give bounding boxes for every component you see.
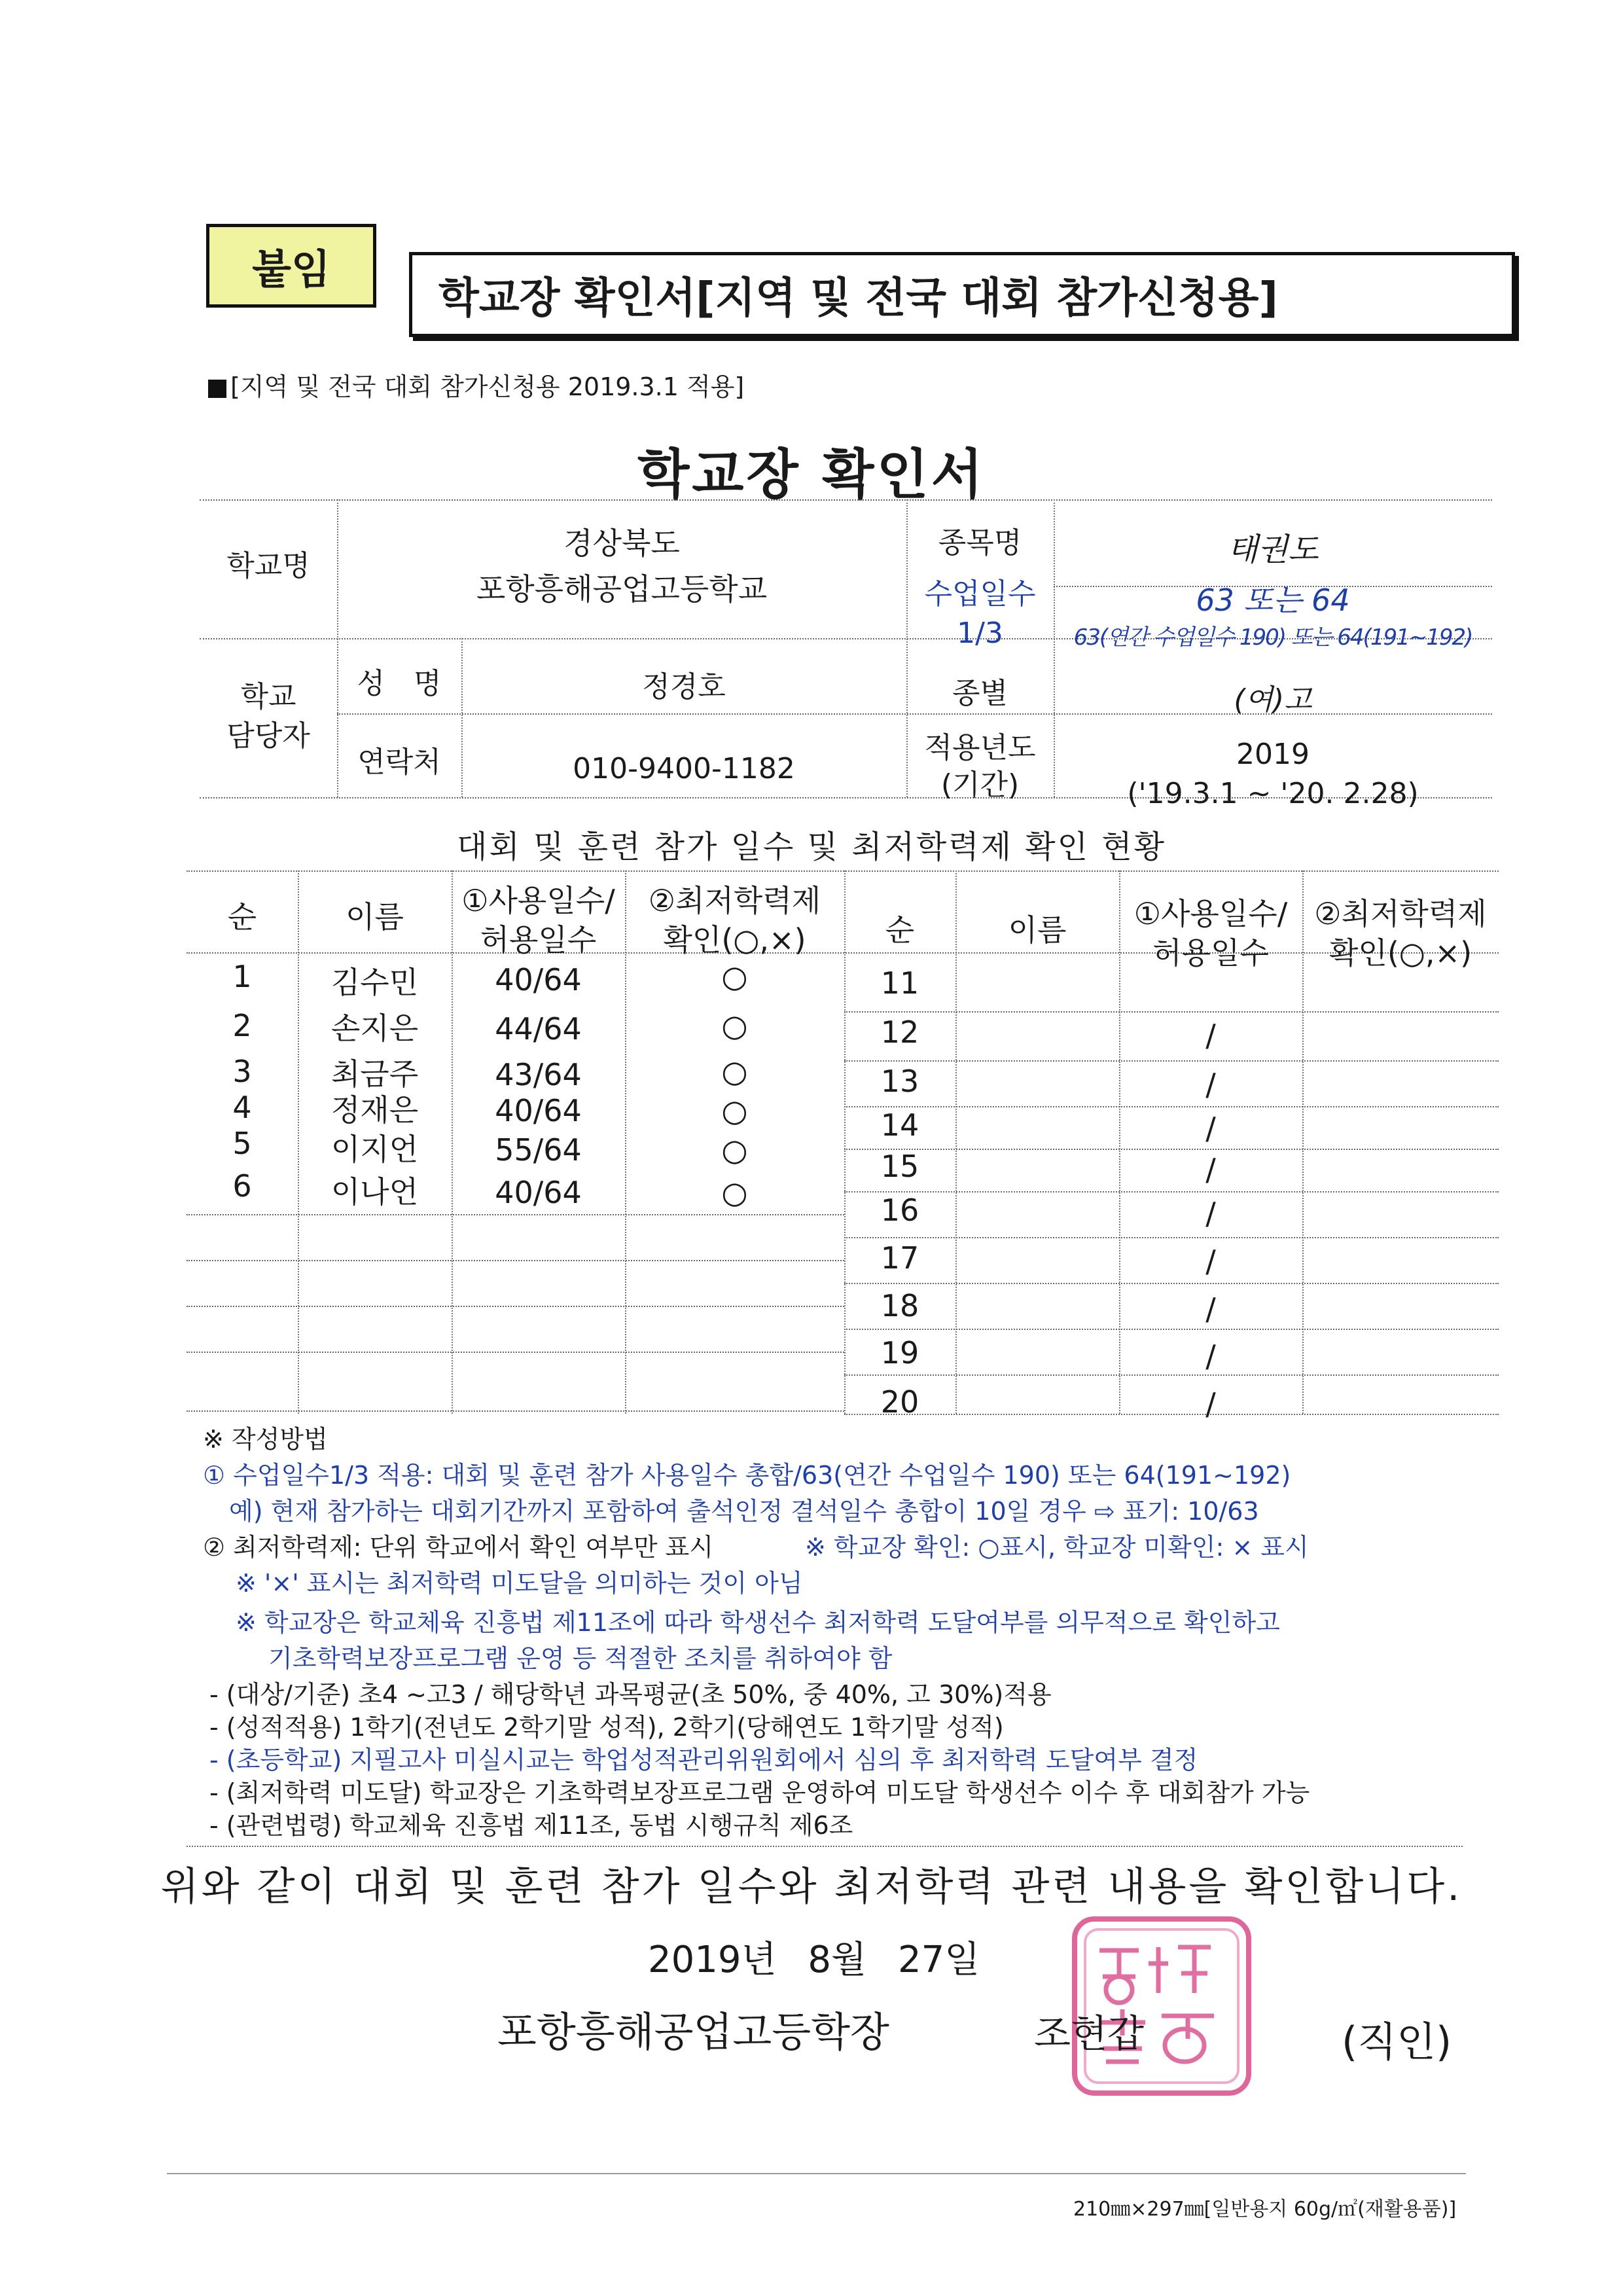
row-no: 16 bbox=[880, 1193, 919, 1228]
note-1b: 예) 현재 참가하는 대회기간까지 포함하여 출석인정 결석일수 총합이 10일 경우 ⇨ 표기: 10/63 bbox=[229, 1497, 1259, 1526]
name-label: 성 명 bbox=[357, 667, 442, 701]
contact-label-1: 학교 bbox=[240, 680, 296, 714]
row-name: 손지은 bbox=[330, 1011, 419, 1046]
class-days-label-2: 1/3 bbox=[957, 616, 1003, 650]
row-days: / bbox=[1205, 1111, 1216, 1146]
note-2b: ※ 학교장 확인: ○표시, 학교장 미확인: × 표시 bbox=[805, 1533, 1309, 1562]
row-days: / bbox=[1205, 1018, 1216, 1053]
row-days: / bbox=[1205, 1067, 1216, 1102]
contact-label-2: 담당자 bbox=[226, 719, 310, 753]
row-check: ○ bbox=[721, 1132, 748, 1168]
row-no: 17 bbox=[880, 1240, 919, 1276]
row-days: / bbox=[1205, 1338, 1216, 1374]
header-days-right-2: 허용일수 bbox=[1152, 935, 1269, 971]
row-days: 44/64 bbox=[495, 1011, 582, 1047]
attachment-label: 붙임 bbox=[206, 224, 376, 308]
row-no: 13 bbox=[880, 1064, 919, 1099]
year-label-2: (기간) bbox=[940, 768, 1020, 802]
year-value-1: 2019 bbox=[1236, 737, 1310, 771]
detail-2: - (성적적용) 1학기(전년도 2학기말 성적), 2학기(당해연도 1학기말 성적) bbox=[209, 1713, 1004, 1742]
header-check-left-1: ②최저학력제 bbox=[648, 883, 821, 918]
row-no: 19 bbox=[880, 1335, 919, 1371]
event-label: 종목명 bbox=[938, 526, 1022, 560]
row-check: ○ bbox=[721, 1008, 748, 1043]
detail-3: - (초등학교) 지필고사 미실시교는 학업성적관리위원회에서 심의 후 최저학력 도달여부 결정 bbox=[209, 1746, 1198, 1774]
header-no-right: 순 bbox=[885, 912, 915, 948]
row-no: 14 bbox=[880, 1107, 919, 1143]
main-title: 학교장 확인서 bbox=[637, 444, 986, 506]
note-4a: ※ 학교장은 학교체육 진흥법 제11조에 따라 학생선수 최저학력 도달여부를 의무적으로 확인하고 bbox=[236, 1608, 1280, 1637]
row-days: / bbox=[1205, 1291, 1216, 1327]
row-no: 3 bbox=[232, 1054, 252, 1089]
header-days-left-2: 허용일수 bbox=[480, 922, 597, 958]
class-days-value-1: 63 또는 64 bbox=[1196, 583, 1350, 619]
form-subtitle: [지역 및 전국 대회 참가신청용 2019.3.1 적용] bbox=[208, 367, 744, 403]
notes-heading: ※ 작성방법 bbox=[203, 1425, 328, 1454]
row-days: / bbox=[1205, 1244, 1216, 1279]
row-name: 이나언 bbox=[330, 1174, 419, 1210]
detail-1: - (대상/기준) 초4 ~고3 / 해당학년 과목평균(초 50%, 중 40%, 고 30%)적용 bbox=[209, 1680, 1052, 1709]
category-label: 종별 bbox=[952, 677, 1008, 711]
note-2a: ② 최저학력제: 단위 학교에서 확인 여부만 표시 bbox=[203, 1533, 714, 1562]
event-value: 태권도 bbox=[1227, 531, 1319, 568]
header-check-right-1: ②최저학력제 bbox=[1314, 896, 1487, 931]
row-no: 20 bbox=[880, 1384, 919, 1420]
row-no: 2 bbox=[232, 1008, 252, 1043]
phone-label: 연락처 bbox=[357, 745, 441, 780]
row-no: 11 bbox=[880, 965, 919, 1001]
row-days: 55/64 bbox=[495, 1132, 582, 1168]
header-check-left-2: 확인(○,×) bbox=[663, 922, 806, 958]
row-days: 43/64 bbox=[495, 1057, 582, 1092]
header-no-left: 순 bbox=[227, 899, 257, 935]
row-no: 6 bbox=[232, 1168, 252, 1204]
issue-date: 2019년 8월 27일 bbox=[648, 1939, 980, 1981]
row-no: 15 bbox=[880, 1149, 919, 1184]
row-check: ○ bbox=[721, 1175, 748, 1210]
row-no: 1 bbox=[232, 959, 252, 994]
header-check-right-2: 확인(○,×) bbox=[1329, 935, 1472, 971]
paper-spec: 210㎜×297㎜[일반용지 60g/㎡(재활용품)] bbox=[1073, 2198, 1457, 2221]
header-days-left-1: ①사용일수/ bbox=[461, 883, 615, 918]
row-check: ○ bbox=[721, 1054, 748, 1089]
header-name-right: 이름 bbox=[1008, 912, 1067, 948]
principal-name: 조현갑 bbox=[1034, 2011, 1145, 2056]
row-days: 40/64 bbox=[495, 1175, 582, 1210]
header-days-right-1: ①사용일수/ bbox=[1133, 896, 1288, 931]
row-days: 40/64 bbox=[495, 962, 582, 997]
row-days: / bbox=[1205, 1152, 1216, 1187]
row-name: 김수민 bbox=[330, 965, 419, 1000]
row-check: ○ bbox=[721, 1093, 748, 1128]
status-section-title: 대회 및 훈련 참가 일수 및 최저학력제 확인 현황 bbox=[456, 829, 1167, 865]
row-name: 정재은 bbox=[330, 1092, 419, 1128]
detail-5: - (관련법령) 학교체육 진흥법 제11조, 동법 시행규칙 제6조 bbox=[209, 1811, 853, 1840]
signer-title: 포항흥해공업고등학장 bbox=[497, 2008, 889, 2056]
detail-4: - (최저학력 미도달) 학교장은 기초학력보장프로그램 운영하여 미도달 학생선수 이수 후 대회참가 가능 bbox=[209, 1778, 1310, 1807]
school-region: 경상북도 bbox=[563, 525, 680, 561]
row-name: 이지언 bbox=[330, 1132, 419, 1167]
row-check: ○ bbox=[721, 959, 748, 994]
phone-value: 010-9400-1182 bbox=[573, 752, 795, 786]
note-1a: ① 수업일수1/3 적용: 대회 및 훈련 참가 사용일수 총합/63(연간 수업일수 190) 또는 64(191~192) bbox=[203, 1461, 1291, 1490]
note-3: ※ '×' 표시는 최저학력 미도달을 의미하는 것이 아님 bbox=[236, 1569, 803, 1598]
row-days: / bbox=[1205, 1196, 1216, 1231]
row-name: 최금주 bbox=[330, 1056, 419, 1092]
class-days-value-2: 63(연간 수업일수 190) 또는 64(191~192) bbox=[1073, 624, 1472, 651]
row-no: 4 bbox=[232, 1090, 252, 1125]
row-no: 5 bbox=[232, 1126, 252, 1161]
year-label-1: 적용년도 bbox=[924, 730, 1036, 764]
row-days: / bbox=[1205, 1386, 1216, 1422]
row-no: 18 bbox=[880, 1288, 919, 1323]
school-name: 포항흥해공업고등학교 bbox=[476, 571, 768, 607]
category-value: (여)고 bbox=[1234, 683, 1312, 717]
confirmation-statement: 위와 같이 대회 및 훈련 참가 일수와 최저학력 관련 내용을 확인합니다. bbox=[160, 1864, 1463, 1910]
square-bullet-icon bbox=[208, 380, 226, 398]
seal-label: (직인) bbox=[1342, 2018, 1452, 2066]
school-name-label: 학교명 bbox=[226, 549, 310, 583]
row-days: 40/64 bbox=[495, 1093, 582, 1128]
class-days-label-1: 수업일수 bbox=[924, 577, 1036, 611]
year-value-2: ('19.3.1 ~ '20. 2.28) bbox=[1127, 776, 1419, 810]
note-4b: 기초학력보장프로그램 운영 등 적절한 조치를 취하여야 함 bbox=[268, 1644, 893, 1673]
document-title-box: 학교장 확인서[지역 및 전국 대회 참가신청용] bbox=[409, 252, 1515, 337]
name-value: 정경호 bbox=[642, 670, 726, 704]
header-name-left: 이름 bbox=[346, 899, 404, 935]
row-no: 12 bbox=[880, 1014, 919, 1050]
